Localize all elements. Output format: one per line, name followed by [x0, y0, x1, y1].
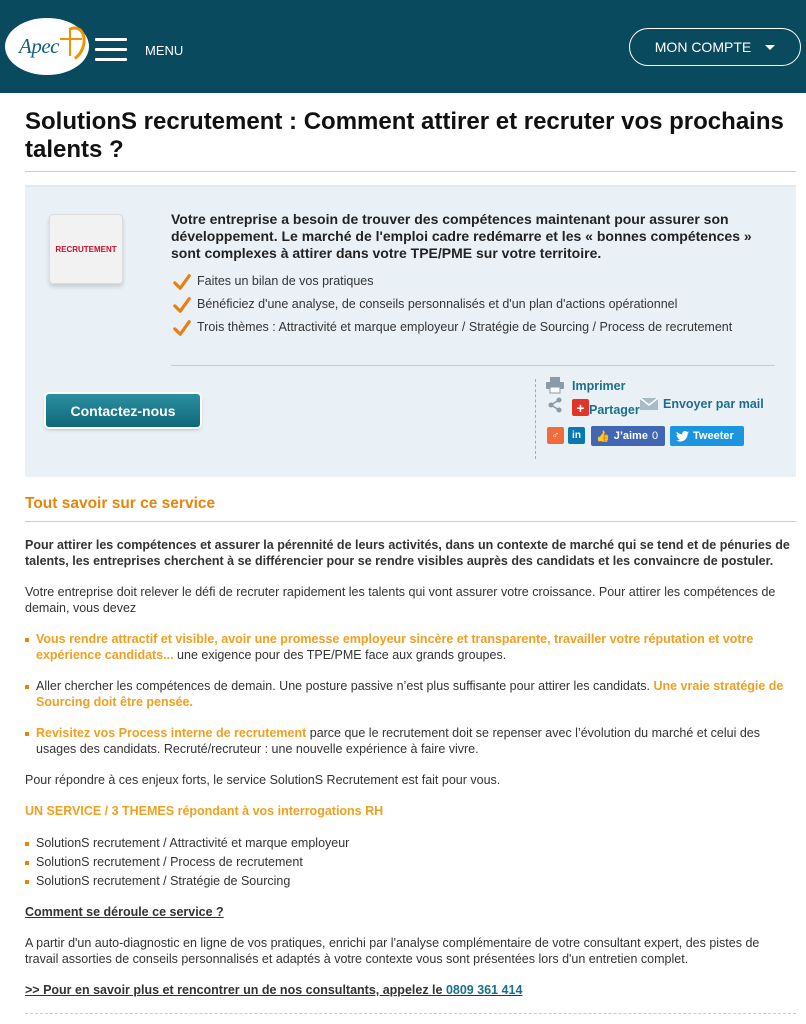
chevron-down-icon	[765, 45, 775, 50]
apec-logo[interactable]	[5, 18, 89, 75]
email-link[interactable]: Envoyer par mail	[663, 397, 764, 411]
logo-text: Apec	[19, 34, 59, 58]
section-title: Tout savoir sur ce service	[25, 495, 216, 512]
share-icon[interactable]	[547, 397, 563, 413]
share-link[interactable]: Partager	[589, 403, 640, 417]
printer-icon[interactable]	[545, 376, 565, 394]
lead-paragraph: Pour attirer les compétences et assurer la pérennité de leurs activités, dans un contexte de marché qui se tend et de pénuries de talents, les entreprises cherchent à se différencier pour se rendre visibles auprès des candidats et les convaincre de postuler.	[25, 538, 790, 568]
twitter-bird-icon	[676, 431, 689, 442]
bullet-text: Aller chercher les compétences de demain. Une posture passive n’est plus suffisante pour attirer les candidats.	[36, 679, 654, 693]
my-account-button[interactable]	[629, 28, 801, 66]
menu-label[interactable]: MENU	[145, 43, 184, 58]
hamburger-menu-icon[interactable]	[95, 38, 127, 64]
top-header	[0, 0, 806, 93]
check-icon	[173, 273, 191, 291]
facebook-like-label: J’aime	[613, 430, 648, 442]
mail-icon[interactable]	[639, 397, 659, 411]
benefits-list	[171, 273, 781, 342]
plus-icon[interactable]: +	[572, 399, 589, 416]
list-item	[25, 678, 796, 710]
list-item	[25, 725, 796, 757]
benefit-item	[171, 296, 781, 319]
facebook-like-button[interactable]	[591, 426, 665, 446]
cta-text: >> Pour en savoir plus et rencontrer un de nos consultants, appelez le	[25, 983, 446, 997]
divider	[25, 1013, 796, 1014]
paragraph: Pour répondre à ces enjeux forts, le service SolutionS Recrutement est fait pour vous.	[25, 773, 501, 787]
bullet-end: .	[189, 695, 193, 709]
benefit-label: Faites un bilan de vos pratiques	[197, 274, 374, 288]
service-item: SolutionS recrutement / Process de recrutement	[25, 854, 796, 870]
benefit-item	[171, 319, 781, 342]
linkedin-icon[interactable]: in	[568, 427, 585, 444]
service-item: SolutionS recrutement / Attractivité et marque employeur	[25, 835, 796, 851]
cta-paragraph	[25, 982, 796, 998]
check-icon	[173, 296, 191, 314]
tweet-button[interactable]	[670, 426, 744, 446]
vertical-separator	[535, 379, 536, 459]
recruitment-thumbnail	[49, 214, 123, 284]
logo-cross	[69, 28, 71, 56]
bullet-text: une exigence pour des TPE/PME face aux grands groupes.	[173, 648, 507, 662]
my-account-label: MON COMPTE	[654, 39, 752, 55]
service-heading: UN SERVICE / 3 THEMES répondant à vos interrogations RH	[25, 804, 384, 818]
service-item: SolutionS recrutement / Stratégie de Sourcing	[25, 873, 796, 889]
thumbs-up-icon: 👍	[596, 430, 610, 443]
check-icon	[173, 319, 191, 337]
contact-button[interactable]: Contactez-nous	[46, 394, 200, 427]
thumbnail-label: RECRUTEMENT	[55, 244, 117, 254]
logo-cross-bar	[60, 38, 82, 40]
how-heading: Comment se déroule ce service ?	[25, 905, 224, 919]
divider	[25, 521, 796, 522]
benefit-label: Trois thèmes : Attractivité et marque employeur / Stratégie de Sourcing / Process de recrutement	[197, 320, 733, 334]
like-count: 0	[651, 430, 659, 442]
logo-arc	[54, 23, 91, 66]
list-item	[25, 631, 796, 663]
how-paragraph: A partir d'un auto-diagnostic en ligne de vos pratiques, enrichi par l'analyse complémentaire de votre consultant expert, des pistes de travail assorties de conseils personnalisés et adaptés à votre contexte vous sont présentées lors d'un entretien complet.	[25, 936, 760, 966]
tweet-label: Tweeter	[693, 430, 734, 442]
page-title: SolutionS recrutement : Comment attirer et recruter vos prochains talents ?	[25, 108, 784, 163]
benefit-label: Bénéficiez d'une analyse, de conseils personnalisés et d'un plan d'actions opérationnel	[197, 297, 678, 311]
highlight-text: Revisitez vos Process interne de recrutement	[36, 726, 307, 740]
service-intro: Votre entreprise a besoin de trouver des compétences maintenant pour assurer son développement. Le marché de l'emploi cadre redémarre et les « bonnes compétences » sont complexes à attirer dans votre TPE/PME sur votre territoire.	[171, 211, 752, 261]
intro-paragraph: Votre entreprise doit relever le défi de recruter rapidement les talents qui vont assurer votre croissance. Pour attirer les compétences de demain, vous devez	[25, 585, 776, 615]
service-summary-box	[25, 185, 796, 477]
print-link[interactable]: Imprimer	[572, 379, 626, 393]
phone-link[interactable]: 0809 361 414	[445, 983, 523, 997]
divider	[171, 365, 775, 366]
divider	[25, 171, 796, 172]
benefit-item	[171, 273, 781, 296]
bullet-text: parce que le recrutement doit se repenser avec l’évolution du marché et celui des usages des candidats. Recruté/recruteur : une nouvelle expérience à faire vivre.	[36, 726, 760, 756]
highlight-text: Vous rendre attractif et visible, avoir une promesse employeur sincère et transparente, travailler votre réputation et votre expérience candidats...	[36, 632, 754, 662]
highlight-text: Une vraie stratégie de Sourcing doit être pensée	[36, 679, 784, 709]
viadeo-icon[interactable]: ♂	[547, 427, 564, 444]
